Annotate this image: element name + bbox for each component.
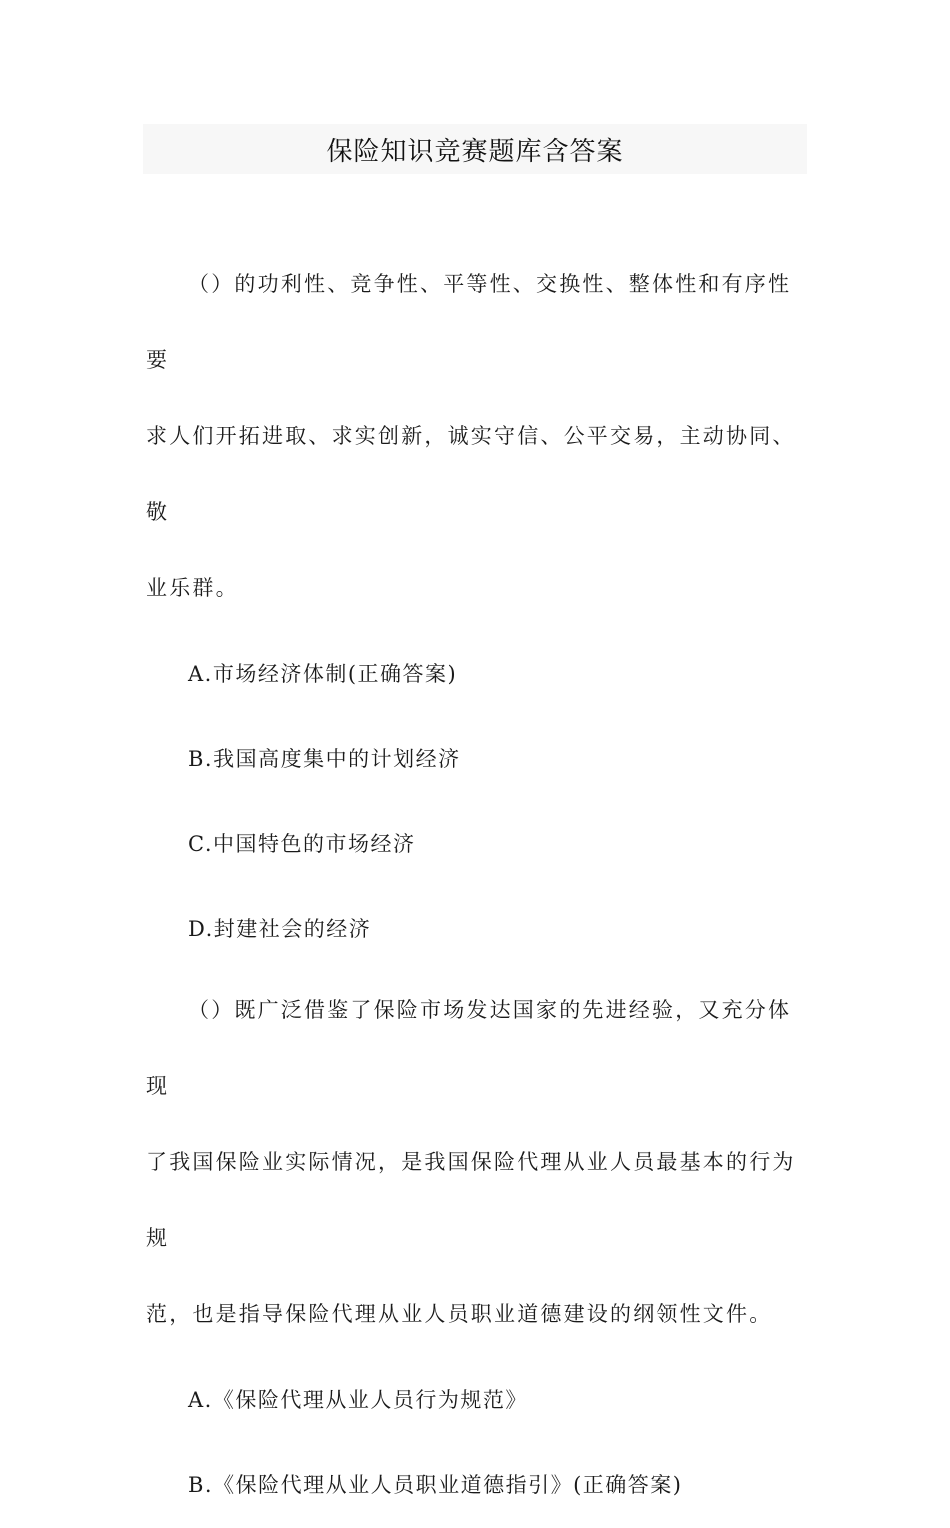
question-2-stem-line-1: （）既广泛借鉴了保险市场发达国家的先进经验，又充分体现 [146,998,792,1098]
title-banner [143,124,807,174]
question-1-option-d: D.封建社会的经济 [188,917,372,941]
question-1-stem-line-3: 业乐群。 [146,576,239,600]
question-1-option-c: C.中国特色的市场经济 [188,832,416,856]
question-1-stem-line-1: （）的功利性、竞争性、平等性、交换性、整体性和有序性要 [146,272,792,372]
question-2-option-a: A.《保险代理从业人员行为规范》 [188,1388,528,1412]
question-1-option-b: B.我国高度集中的计划经济 [188,747,461,771]
document-title: 保险知识竞赛题库含答案 [326,136,624,167]
question-2 [146,972,796,1528]
document-body [146,246,796,1528]
question-2-stem-line-3: 范，也是指导保险代理从业人员职业道德建设的纲领性文件。 [146,1302,773,1326]
question-2-stem-line-2: 了我国保险业实际情况，是我国保险代理从业人员最基本的行为规 [146,1150,796,1250]
question-1 [146,246,796,972]
question-1-stem-line-2: 求人们开拓进取、求实创新，诚实守信、公平交易，主动协同、敬 [146,424,796,524]
question-2-option-b: B.《保险代理从业人员职业道德指引》(正确答案) [188,1473,683,1497]
question-1-option-a: A.市场经济体制(正确答案) [188,662,458,686]
